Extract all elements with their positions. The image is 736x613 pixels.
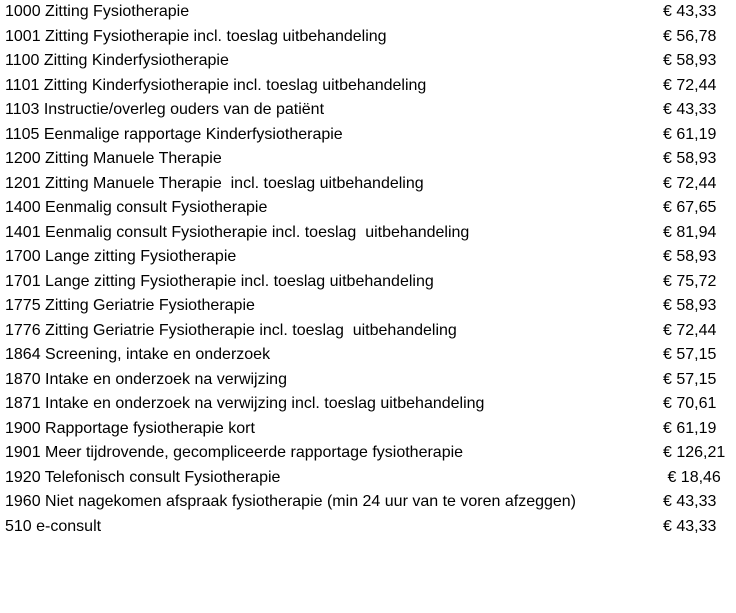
tariff-row [0, 221, 736, 246]
tariff-price: € 56,78 [663, 27, 717, 45]
tariff-price: € 61,19 [663, 125, 717, 143]
tariff-description: 1400 Eenmalig consult Fysiotherapie [5, 199, 268, 216]
tariff-price: € 72,44 [663, 76, 717, 94]
tariff-description: 1701 Lange zitting Fysiotherapie incl. toeslag uitbehandeling [5, 272, 434, 290]
tariff-price: € 58,93 [663, 248, 717, 265]
tariff-description: 1200 Zitting Manuele Therapie [5, 150, 222, 167]
tariff-description: 1000 Zitting Fysiotherapie [5, 3, 190, 20]
tariff-row [0, 490, 736, 515]
tariff-price: € 43,33 [663, 493, 717, 510]
tariff-price: € 43,33 [663, 101, 717, 118]
tariff-price: € 43,33 [663, 3, 717, 20]
tariff-row [0, 368, 736, 393]
tariff-row [0, 343, 736, 368]
tariff-description: 1871 Intake en onderzoek na verwijzing incl. toeslag uitbehandeling [5, 395, 485, 412]
tariff-description: 1960 Niet nagekomen afspraak fysiotherapie (min 24 uur van te voren afzeggen) [5, 493, 577, 510]
tariff-price: € 81,94 [663, 223, 717, 241]
tariff-row [0, 392, 736, 417]
tariff-row [0, 74, 736, 99]
tariff-row [0, 441, 736, 466]
tariff-description: 1401 Eenmalig consult Fysiotherapie incl. toeslag uitbehandeling [5, 223, 470, 241]
tariff-price: € 43,33 [663, 517, 717, 535]
tariff-description: 1001 Zitting Fysiotherapie incl. toeslag uitbehandeling [5, 27, 387, 45]
tariff-row [0, 319, 736, 344]
tariff-row [0, 294, 736, 319]
tariff-price: € 57,15 [663, 346, 717, 363]
tariff-description: 510 e-consult [5, 517, 102, 535]
tariff-row [0, 417, 736, 442]
tariff-price: € 75,72 [663, 272, 717, 290]
tariff-description: 1901 Meer tijdrovende, gecompliceerde rapportage fysiotherapie [5, 444, 464, 461]
tariff-description: 1864 Screening, intake en onderzoek [5, 346, 271, 363]
tariff-price: € 61,19 [663, 419, 717, 437]
tariff-row [0, 172, 736, 197]
tariff-row [0, 0, 736, 25]
tariff-row [0, 196, 736, 221]
tariff-row [0, 147, 736, 172]
tariff-price: € 72,44 [663, 174, 717, 192]
tariff-description: 1920 Telefonisch consult Fysiotherapie [5, 468, 281, 486]
tariff-description: 1100 Zitting Kinderfysiotherapie [5, 52, 229, 69]
tariff-price: € 58,93 [663, 52, 717, 69]
tariff-price: € 18,46 [663, 468, 721, 486]
tariff-price: € 70,61 [663, 395, 717, 412]
tariff-row [0, 25, 736, 50]
tariff-row [0, 245, 736, 270]
tariff-price: € 58,93 [663, 150, 717, 167]
tariff-row [0, 123, 736, 148]
tariff-price: € 58,93 [663, 297, 717, 314]
tariff-price: € 57,15 [663, 370, 717, 388]
tariff-row [0, 515, 736, 540]
tariff-row [0, 49, 736, 74]
tariff-description: 1870 Intake en onderzoek na verwijzing [5, 370, 287, 388]
tariff-description: 1900 Rapportage fysiotherapie kort [5, 419, 255, 437]
tariff-description: 1105 Eenmalige rapportage Kinderfysiotherapie [5, 125, 343, 143]
tariff-description: 1776 Zitting Geriatrie Fysiotherapie incl. toeslag uitbehandeling [5, 321, 457, 339]
tariff-row [0, 270, 736, 295]
tariff-row [0, 98, 736, 123]
tariff-row [0, 466, 736, 491]
tariff-price: € 126,21 [663, 444, 726, 461]
tariff-description: 1103 Instructie/overleg ouders van de patiënt [5, 101, 325, 118]
tariff-price: € 72,44 [663, 321, 717, 339]
tariff-price: € 67,65 [663, 199, 717, 216]
tariff-description: 1201 Zitting Manuele Therapie incl. toeslag uitbehandeling [5, 174, 424, 192]
tariff-description: 1775 Zitting Geriatrie Fysiotherapie [5, 297, 255, 314]
tariff-description: 1101 Zitting Kinderfysiotherapie incl. toeslag uitbehandeling [5, 76, 427, 94]
tariff-description: 1700 Lange zitting Fysiotherapie [5, 248, 237, 265]
